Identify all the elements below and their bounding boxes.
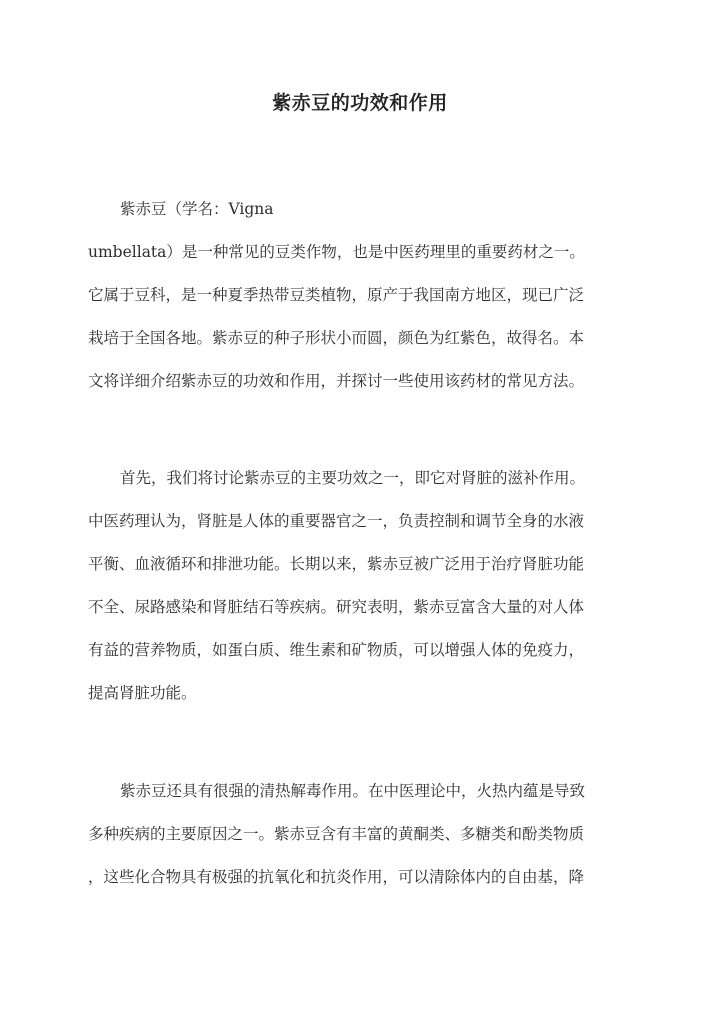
paragraph-1-line-2: umbellata）是一种常见的豆类作物，也是中医药理里的重要药材之一。 [88,243,585,261]
paragraph-2-line-6: 提高肾脏功能。 [88,684,197,702]
paragraph-2-line-4: 不全、尿路感染和肾脏结石等疾病。研究表明，紫赤豆富含大量的对人体 [88,598,585,616]
paragraph-3-line-1: 紫赤豆还具有很强的清热解毒作用。在中医理论中，火热内蕴是导致 [120,782,586,800]
paragraph-3-line-2: 多种疾病的主要原因之一。紫赤豆含有丰富的黄酮类、多糖类和酚类物质 [88,825,585,843]
paragraph-2-line-3: 平衡、血液循环和排泄功能。长期以来，紫赤豆被广泛用于治疗肾脏功能 [88,555,585,573]
paragraph-1-line-5: 文将详细介绍紫赤豆的功效和作用，并探讨一些使用该药材的常见方法。 [88,372,585,390]
paragraph-1-line-1: 紫赤豆（学名：Vigna [120,200,274,218]
paragraph-2-line-2: 中医药理认为，肾脏是人体的重要器官之一，负责控制和调节全身的水液 [88,512,585,530]
paragraph-1-line-3: 它属于豆科，是一种夏季热带豆类植物，原产于我国南方地区，现已广泛 [88,286,585,304]
paragraph-2-line-5: 有益的营养物质，如蛋白质、维生素和矿物质，可以增强人体的免疫力， [88,641,585,659]
paragraph-3-line-3: ，这些化合物具有极强的抗氧化和抗炎作用，可以清除体内的自由基，降 [88,868,585,886]
paragraph-2-line-1: 首先，我们将讨论紫赤豆的主要功效之一，即它对肾脏的滋补作用。 [120,469,586,487]
document-title: 紫赤豆的功效和作用 [272,92,448,114]
paragraph-1-line-4: 栽培于全国各地。紫赤豆的种子形状小而圆，颜色为红紫色，故得名。本 [88,329,585,347]
